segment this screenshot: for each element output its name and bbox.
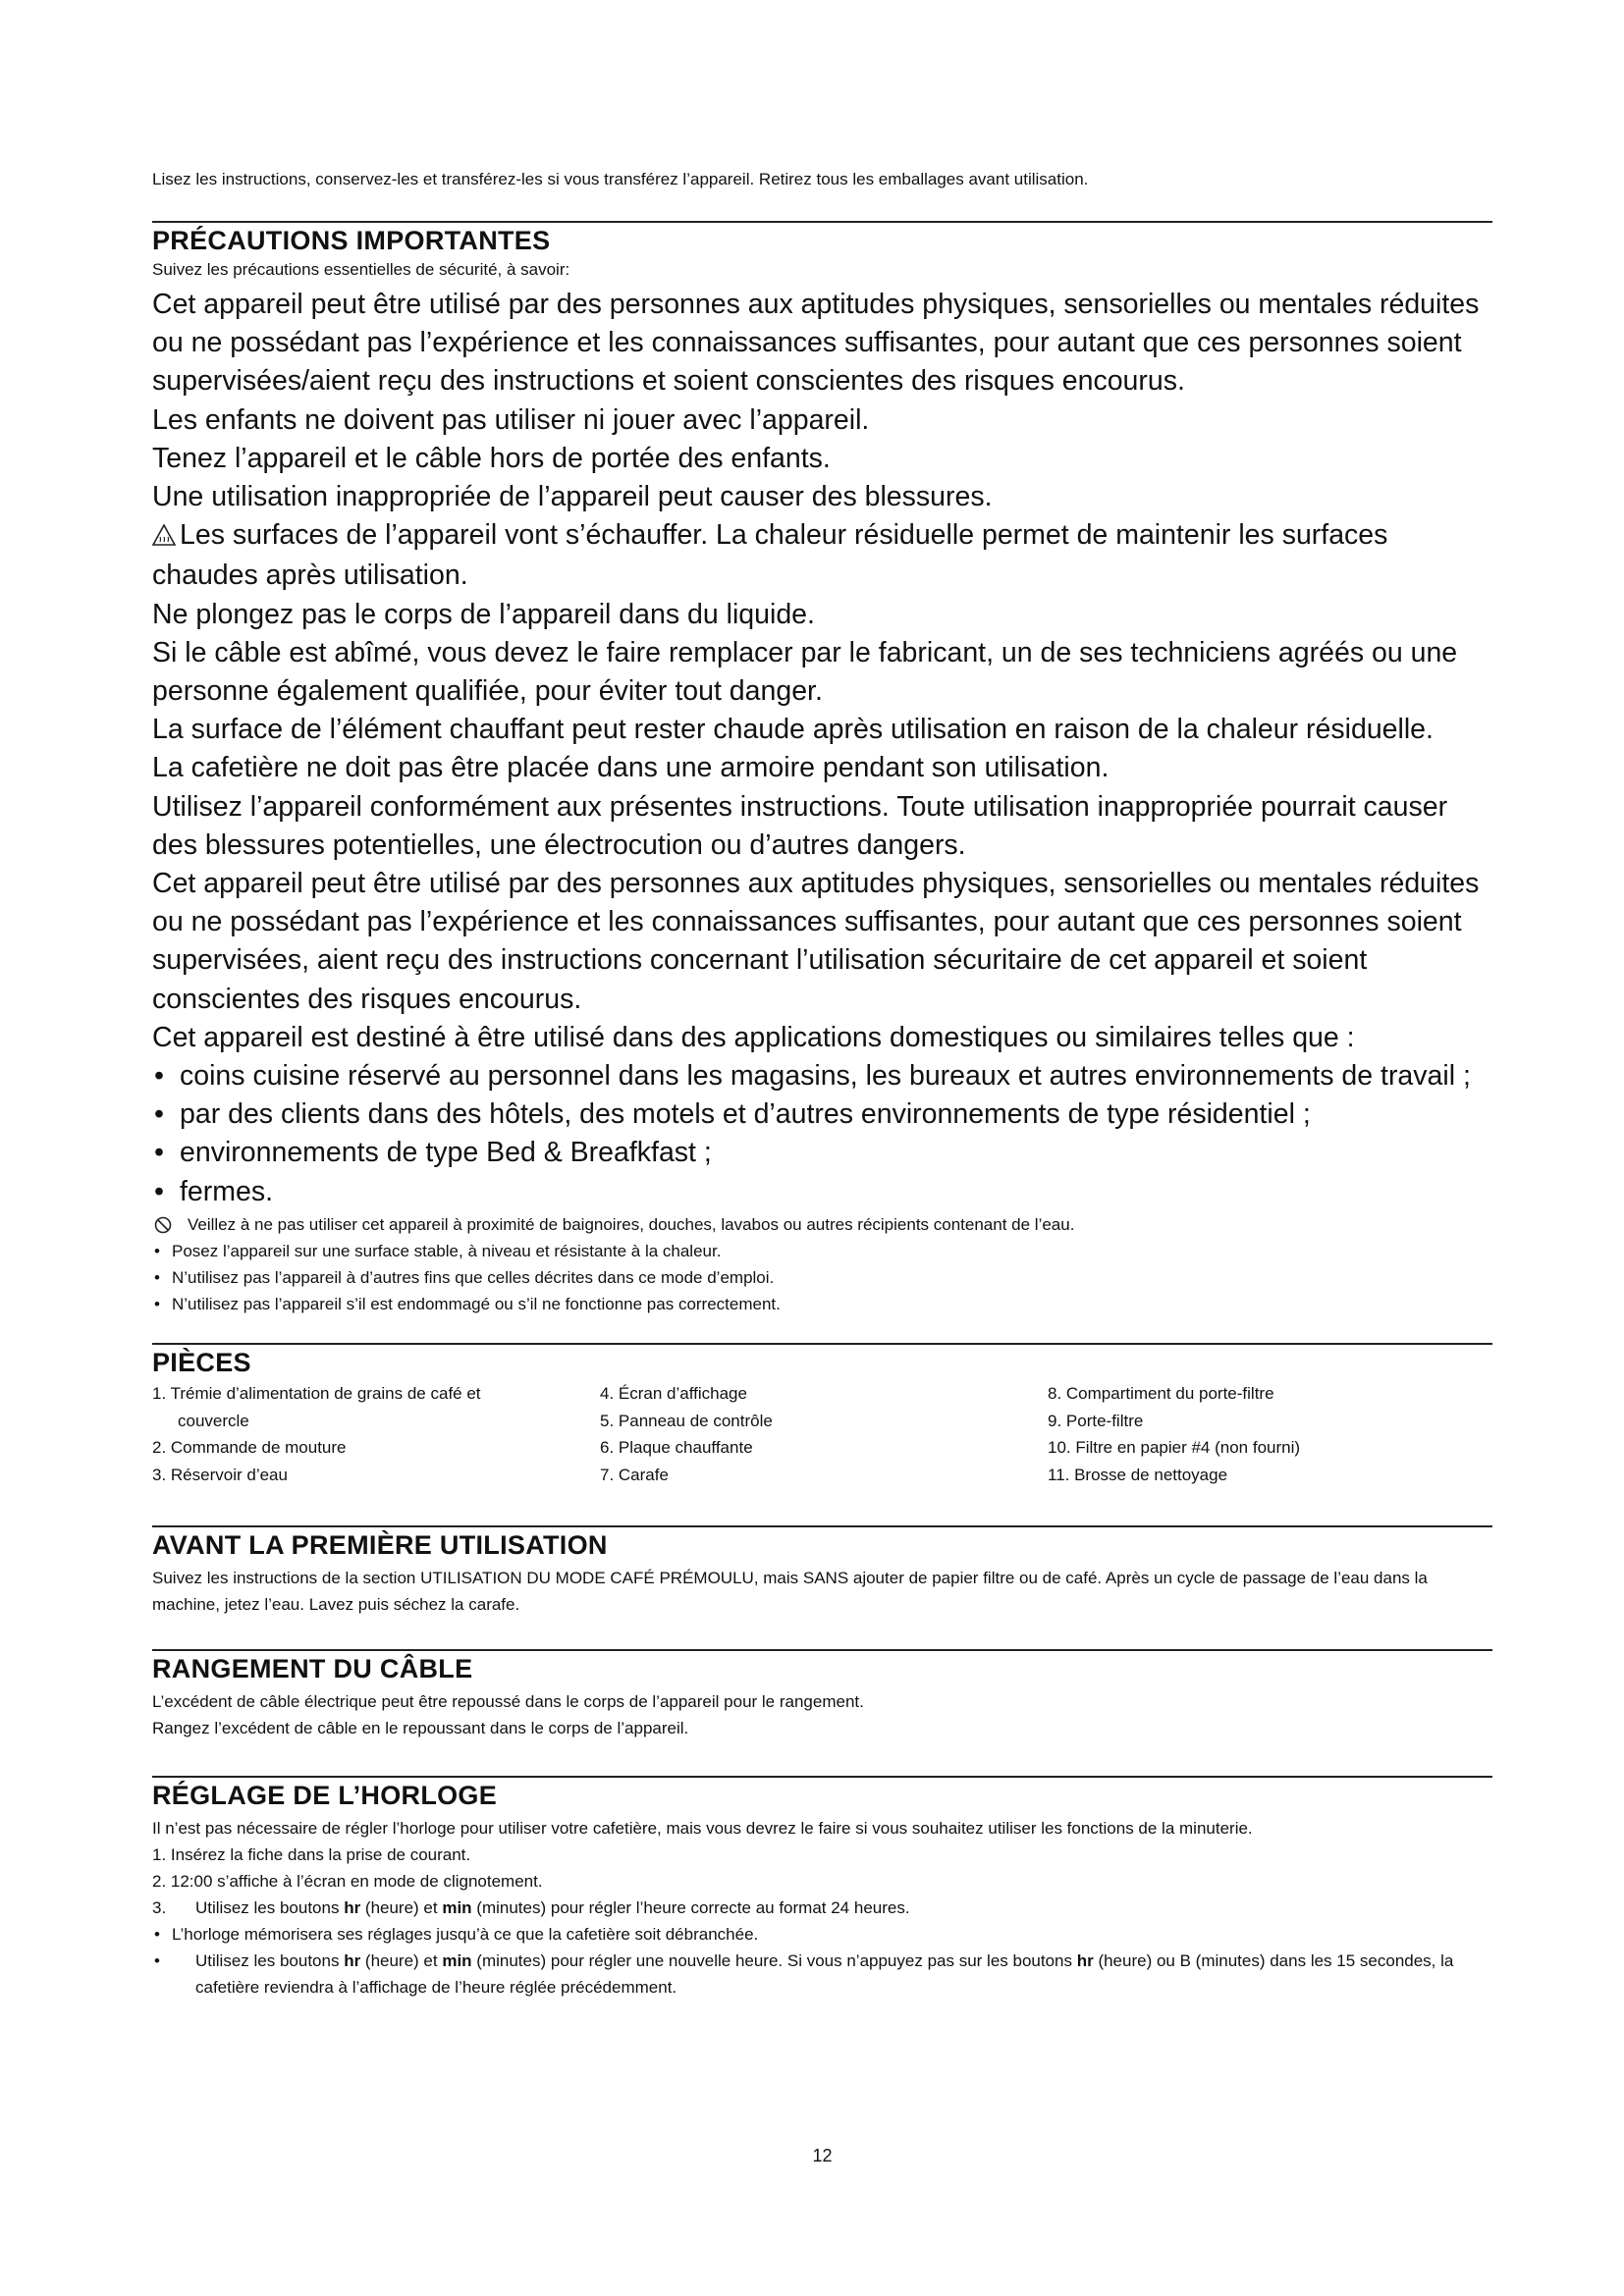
clock-intro: Il n’est pas nécessaire de régler l’horloge pour utiliser votre cafetière, mais vous devrez le faire si vous souhaitez utiliser les fonctions de la minuterie. [152, 1819, 1253, 1838]
hot-surface-warning [152, 516, 1492, 595]
min-button-label: min [442, 1951, 472, 1970]
parts-column-2 [600, 1380, 1048, 1488]
part-item: 9. Porte-filtre [1048, 1411, 1144, 1430]
min-button-label: min [442, 1898, 472, 1917]
part-item: 6. Plaque chauffante [600, 1438, 753, 1457]
usage-bullet: • environnements de type Bed & Breafkfast ; [152, 1134, 1492, 1172]
parts-heading: PIÈCES [152, 1348, 251, 1377]
usage-bullet: • coins cuisine réservé au personnel dans les magasins, les bureaux et autres environnements de travail ; [152, 1057, 1492, 1095]
prohibited-text: Veillez à ne pas utiliser cet appareil à proximité de baignoires, douches, lavabos ou autres récipients contenant de l’eau. [188, 1214, 1075, 1234]
part-item: 2. Commande de mouture [152, 1438, 347, 1457]
clock-bullet: • Utilisez les boutons hr (heure) et min (minutes) pour régler une nouvelle heure. Si vous n’appuyez pas sur les boutons hr (heure) ou B (minutes) dans les 15 secondes, la cafetière reviendra à l’affichage de l’heure réglée précédemment. [154, 1951, 1454, 1997]
section-divider [152, 1343, 1492, 1345]
before-first-use-heading: AVANT LA PREMIÈRE UTILISATION [152, 1530, 608, 1560]
before-first-use-section [152, 1525, 1492, 1618]
precautions-small-list [152, 1211, 1492, 1317]
precaution-line: Cet appareil peut être utilisé par des personnes aux aptitudes physiques, sensorielles ou mentales réduites ou ne possédant pas l’expérience et les connaissances suffisantes, pour autant que ces personnes soient supervisées, aient reçu des instructions concernant l’utilisation sécuritaire de cet appareil et soient conscientes des risques encourus. [152, 868, 1480, 1015]
hot-surface-icon [152, 518, 176, 557]
cable-storage-section [152, 1649, 1492, 1741]
page-number: 12 [812, 2146, 833, 2165]
part-item: 11. Brosse de nettoyage [1048, 1465, 1228, 1484]
precaution-line: Ne plongez pas le corps de l’appareil dans du liquide. [152, 598, 815, 630]
part-item: 8. Compartiment du porte-filtre [1048, 1384, 1274, 1403]
clock-step: 1. Insérez la fiche dans la prise de courant. [152, 1845, 471, 1864]
precautions-section [152, 221, 1492, 1317]
parts-column-1 [152, 1380, 600, 1488]
part-item: 5. Panneau de contrôle [600, 1411, 773, 1430]
hot-surface-text: Les surfaces de l’appareil vont s’échauffer. La chaleur résiduelle permet de maintenir les surfaces chaudes après utilisation. [152, 519, 1388, 592]
precaution-line: Une utilisation inappropriée de l’appareil peut causer des blessures. [152, 481, 993, 513]
precautions-heading: PRÉCAUTIONS IMPORTANTES [152, 226, 551, 255]
precaution-line: Si le câble est abîmé, vous devez le faire remplacer par le fabricant, un de ses techniciens agréés ou une personne également qualifiée, pour éviter tout danger. [152, 636, 1458, 708]
hr-button-label: hr [344, 1951, 361, 1970]
cable-storage-line: L’excédent de câble électrique peut être repoussé dans le corps de l’appareil pour le rangement. [152, 1692, 864, 1711]
precaution-line: Cet appareil peut être utilisé par des personnes aux aptitudes physiques, sensorielles ou mentales réduites ou ne possédant pas l’expérience et les connaissances suffisantes, pour autant que ces personnes soient supervisées/aient reçu des instructions et soient conscientes des risques encourus. [152, 289, 1480, 398]
clock-section [152, 1776, 1492, 2001]
part-item: 3. Réservoir d’eau [152, 1465, 288, 1484]
before-first-use-text: Suivez les instructions de la section UTILISATION DU MODE CAFÉ PRÉMOULU, mais SANS ajouter de papier filtre ou de café. Après un cycle de passage de l’eau dans la machine, jetez l’eau. Lavez puis séchez la carafe. [152, 1569, 1428, 1614]
clock-heading: RÉGLAGE DE L’HORLOGE [152, 1781, 498, 1810]
precaution-line: Utilisez l’appareil conformément aux présentes instructions. Toute utilisation inappropriée pourrait causer des blessures potentielles, une électrocution ou d’autres dangers. [152, 790, 1448, 861]
clock-step: 3. Utilisez les boutons hr (heure) et min (minutes) pour régler l’heure correcte au format 24 heures. [152, 1898, 910, 1917]
section-divider [152, 1525, 1492, 1527]
section-divider [152, 1776, 1492, 1778]
section-divider [152, 221, 1492, 223]
cable-storage-line: Rangez l’excédent de câble en le repoussant dans le corps de l’appareil. [152, 1719, 689, 1737]
section-divider [152, 1649, 1492, 1651]
parts-column-3 [1048, 1380, 1480, 1488]
usage-bullet: • fermes. [152, 1173, 1492, 1211]
precautions-subtitle: Suivez les précautions essentielles de sécurité, à savoir: [152, 260, 570, 279]
precaution-line: Tenez l’appareil et le câble hors de portée des enfants. [152, 442, 831, 474]
cable-storage-text [152, 1688, 1492, 1741]
parts-columns [152, 1380, 1492, 1488]
precautions-list [152, 286, 1492, 1211]
part-item: 1. Trémie d’alimentation de grains de café et [152, 1384, 481, 1403]
clock-step: 2. 12:00 s’affiche à l’écran en mode de clignotement. [152, 1872, 543, 1891]
small-bullet: • Posez l’appareil sur une surface stable, à niveau et résistante à la chaleur. [152, 1238, 1492, 1264]
part-item: 7. Carafe [600, 1465, 669, 1484]
small-bullet: • N’utilisez pas l’appareil s’il est endommagé ou s’il ne fonctionne pas correctement. [152, 1291, 1492, 1317]
hr-button-label: hr [344, 1898, 361, 1917]
clock-bullet: • L’horloge mémorisera ses réglages jusqu’à ce que la cafetière soit débranchée. [154, 1925, 759, 1944]
intro-text: Lisez les instructions, conservez-les et transférez-les si vous transférez l’appareil. Retirez tous les emballages avant utilisation. [152, 170, 1089, 188]
cable-storage-heading: RANGEMENT DU CÂBLE [152, 1654, 473, 1683]
precaution-line: La cafetière ne doit pas être placée dans une armoire pendant son utilisation. [152, 752, 1110, 784]
parts-section [152, 1343, 1492, 1488]
precaution-line: Les enfants ne doivent pas utiliser ni jouer avec l’appareil. [152, 403, 870, 436]
hr-button-label: hr [1076, 1951, 1094, 1970]
part-item: 10. Filtre en papier #4 (non fourni) [1048, 1438, 1301, 1457]
prohibited-warning [152, 1211, 1492, 1238]
usage-bullet: • par des clients dans des hôtels, des motels et d’autres environnements de type résidentiel ; [152, 1095, 1492, 1134]
clock-instructions [152, 1815, 1492, 2001]
precaution-line: La surface de l’élément chauffant peut rester chaude après utilisation en raison de la chaleur résiduelle. [152, 714, 1434, 746]
part-item-continued: couvercle [178, 1411, 249, 1430]
part-item: 4. Écran d’affichage [600, 1384, 747, 1403]
precaution-line: Cet appareil est destiné à être utilisé dans des applications domestiques ou similaires telles que : [152, 1021, 1355, 1053]
small-bullet: • N’utilisez pas l’appareil à d’autres fins que celles décrites dans ce mode d’emploi. [152, 1264, 1492, 1291]
